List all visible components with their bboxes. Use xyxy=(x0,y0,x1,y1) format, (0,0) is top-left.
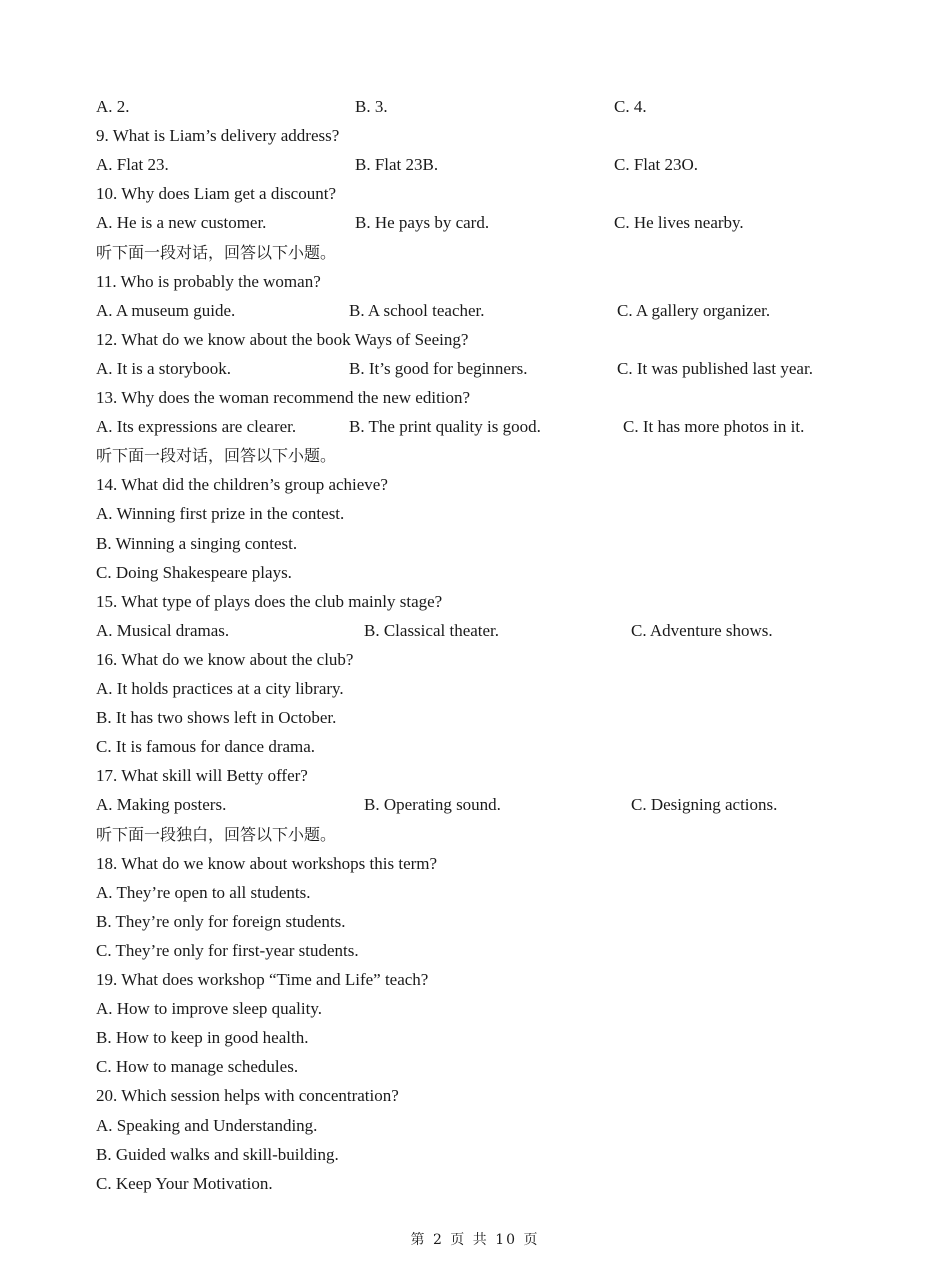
option-c: C. Flat 23O. xyxy=(614,155,699,175)
option-a: A. It is a storybook. xyxy=(96,358,232,378)
option-row xyxy=(96,208,916,237)
option-line: A. They’re open to all students. xyxy=(96,882,311,902)
option-b: B. Classical theater. xyxy=(364,620,500,640)
option-row xyxy=(96,354,916,383)
option-row xyxy=(96,296,916,325)
option-c: C. Adventure shows. xyxy=(631,620,773,640)
section-instruction: 听下面一段对话，回答以下小题。 xyxy=(96,242,337,262)
option-row xyxy=(96,412,916,441)
option-c: C. It has more photos in it. xyxy=(623,417,805,437)
option-b: B. It’s good for beginners. xyxy=(349,358,528,378)
option-row xyxy=(96,616,916,645)
option-a: A. Making posters. xyxy=(96,795,227,815)
question-text: 15. What type of plays does the club mainly stage? xyxy=(96,591,443,611)
option-line: C. It is famous for dance drama. xyxy=(96,737,316,757)
option-line: B. It has two shows left in October. xyxy=(96,708,337,728)
question-text: 12. What do we know about the book Ways of Seeing? xyxy=(96,329,469,349)
option-line: A. Speaking and Understanding. xyxy=(96,1115,318,1135)
question-text: 19. What does workshop “Time and Life” teach? xyxy=(96,970,429,989)
option-line: C. Keep Your Motivation. xyxy=(96,1173,273,1193)
question-text: 16. What do we know about the club? xyxy=(96,649,354,669)
option-line: A. How to improve sleep quality. xyxy=(96,999,322,1019)
option-line: B. How to keep in good health. xyxy=(96,1028,309,1048)
option-c: C. A gallery organizer. xyxy=(617,300,771,320)
option-b: B. 3. xyxy=(355,97,388,116)
option-row xyxy=(96,790,916,819)
option-c: C. Designing actions. xyxy=(631,795,778,815)
option-line: C. Doing Shakespeare plays. xyxy=(96,562,292,582)
question-text: 13. Why does the woman recommend the new edition? xyxy=(96,388,471,407)
option-row xyxy=(96,92,916,121)
option-line: C. How to manage schedules. xyxy=(96,1057,299,1077)
section-instruction: 听下面一段独白，回答以下小题。 xyxy=(96,824,337,844)
option-line: A. It holds practices at a city library. xyxy=(96,679,344,698)
option-line: C. They’re only for first-year students. xyxy=(96,940,359,960)
option-a: A. Musical dramas. xyxy=(96,620,230,640)
option-line: B. They’re only for foreign students. xyxy=(96,911,346,931)
question-text: 20. Which session helps with concentration? xyxy=(96,1086,399,1106)
question-text: 14. What did the children’s group achieve? xyxy=(96,475,388,495)
option-line: B. Guided walks and skill-building. xyxy=(96,1144,339,1164)
option-c: C. 4. xyxy=(614,97,647,116)
option-row xyxy=(96,150,916,179)
option-b: B. The print quality is good. xyxy=(349,417,541,437)
option-a: A. Its expressions are clearer. xyxy=(96,417,297,437)
section-instruction: 听下面一段对话，回答以下小题。 xyxy=(96,446,337,466)
option-c: C. It was published last year. xyxy=(617,358,813,378)
option-a: A. He is a new customer. xyxy=(96,213,267,233)
page-footer: 第 2 页 共 10 页 xyxy=(410,1232,540,1248)
question-text: 10. Why does Liam get a discount? xyxy=(96,184,336,204)
option-a: A. 2. xyxy=(96,97,130,116)
question-text: 18. What do we know about workshops this term? xyxy=(96,853,438,873)
option-b: B. Flat 23B. xyxy=(355,155,439,175)
option-b: B. A school teacher. xyxy=(349,300,485,320)
question-text: 17. What skill will Betty offer? xyxy=(96,766,308,786)
option-line: A. Winning first prize in the contest. xyxy=(96,504,345,524)
option-b: B. He pays by card. xyxy=(355,213,490,233)
option-line: B. Winning a singing contest. xyxy=(96,533,298,553)
option-a: A. A museum guide. xyxy=(96,300,236,320)
option-a: A. Flat 23. xyxy=(96,155,169,175)
question-text: 9. What is Liam’s delivery address? xyxy=(96,126,340,146)
option-b: B. Operating sound. xyxy=(364,795,501,815)
option-c: C. He lives nearby. xyxy=(614,213,744,233)
question-text: 11. Who is probably the woman? xyxy=(96,271,321,291)
